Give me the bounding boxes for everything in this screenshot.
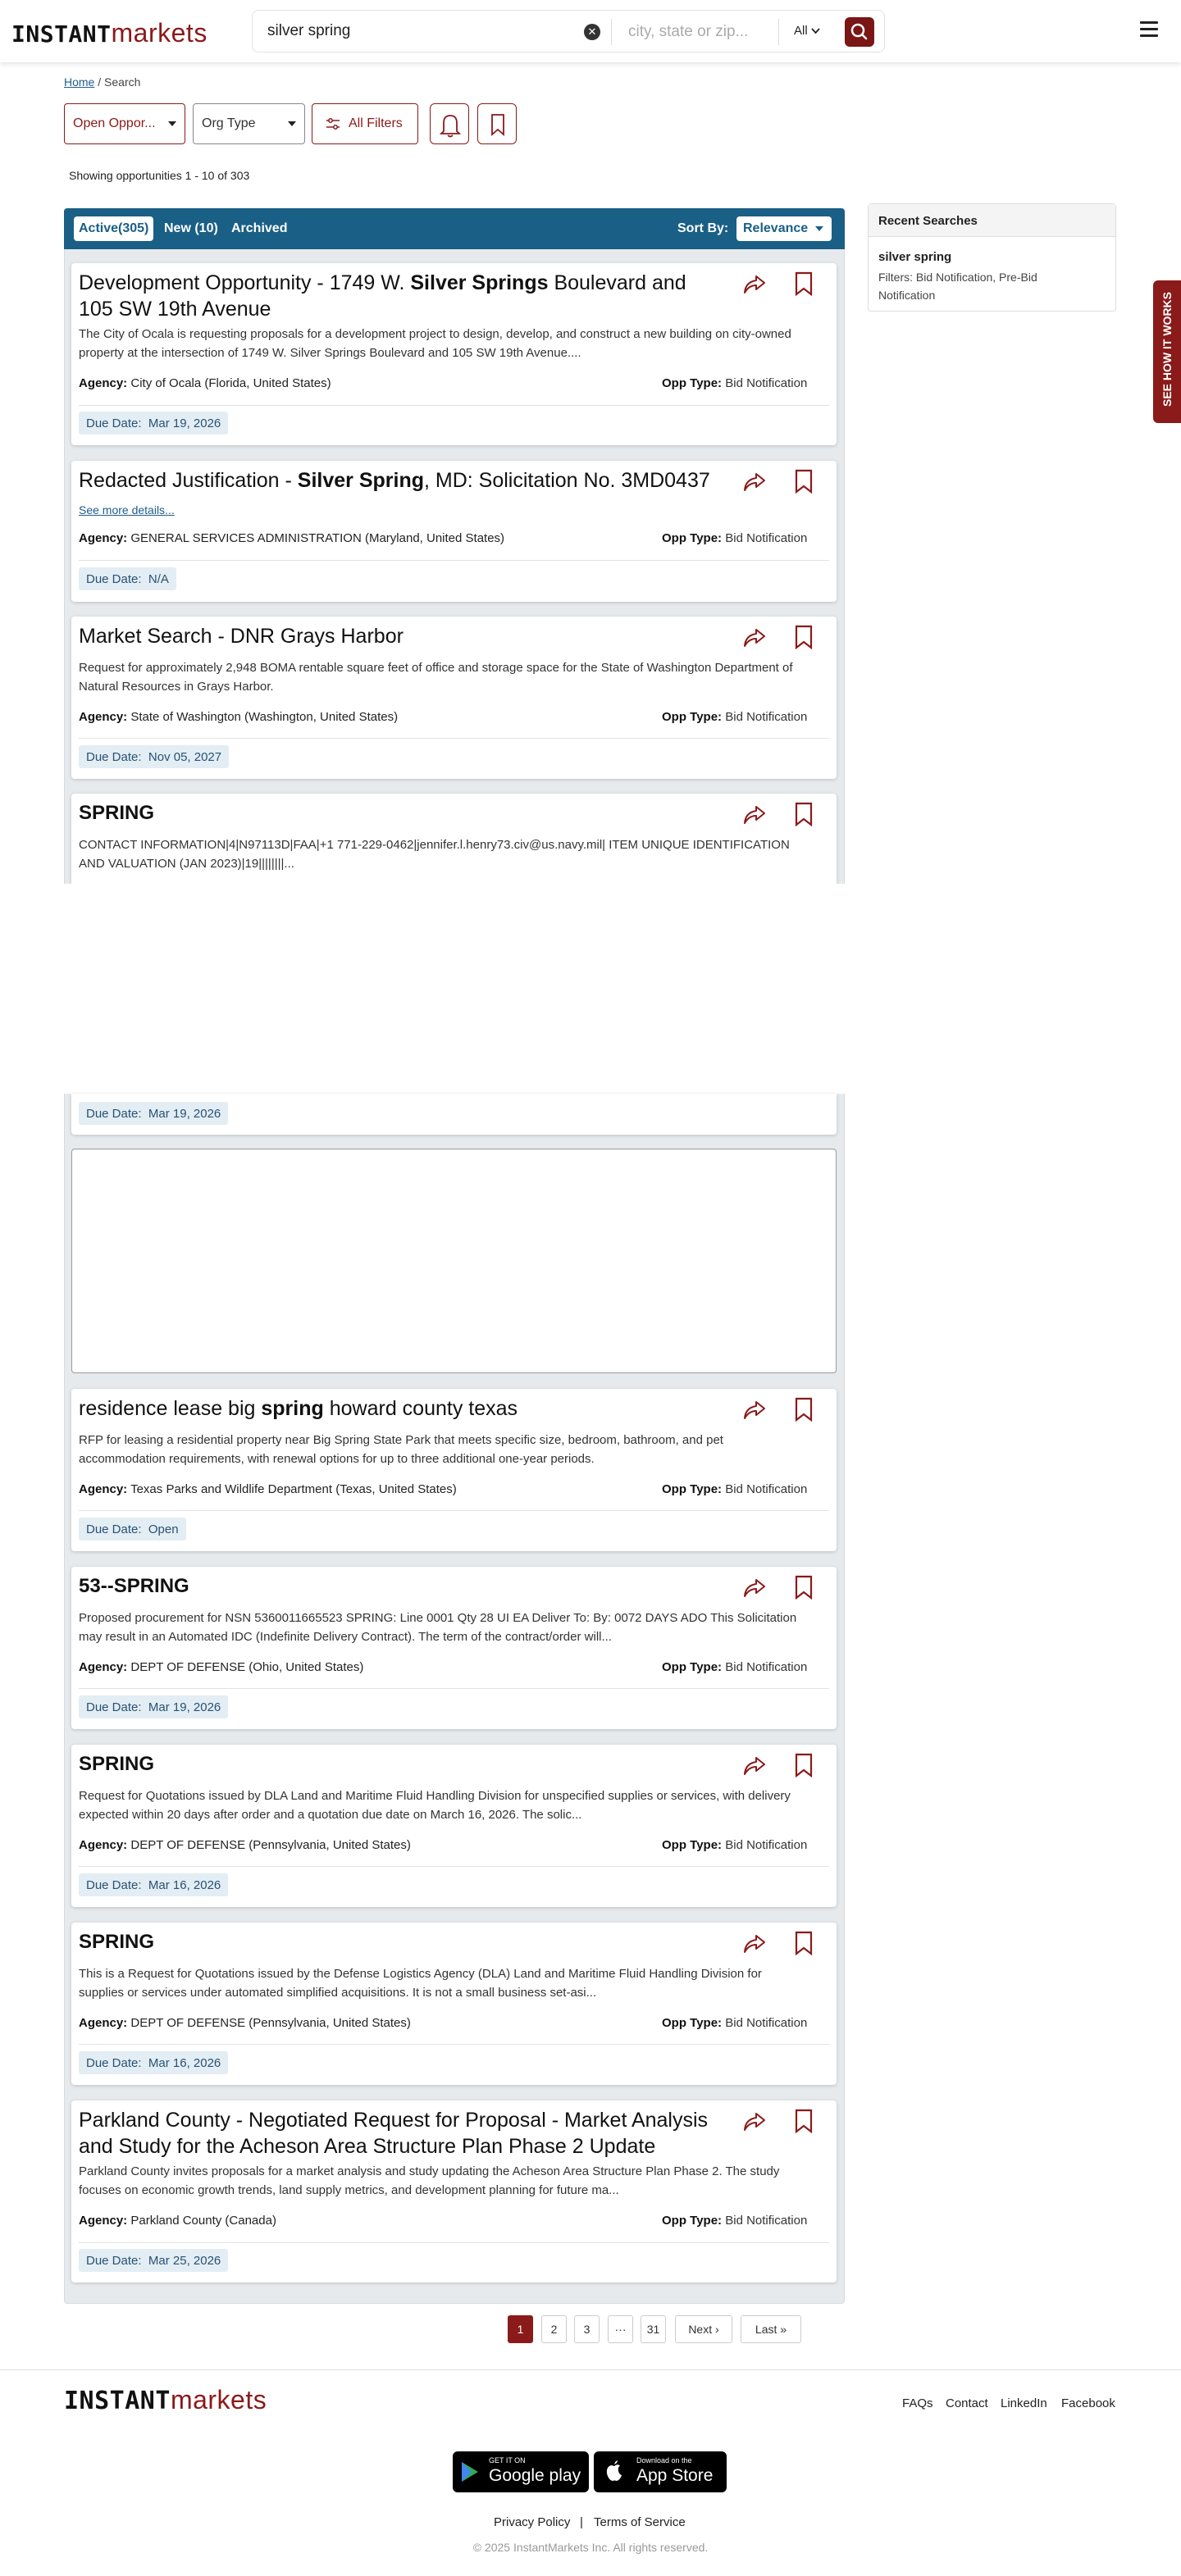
google-play-small-text: GET IT ON bbox=[489, 2456, 526, 2464]
terms-of-service-link[interactable]: Terms of Service bbox=[594, 2515, 686, 2529]
due-date-label: Due Date: bbox=[86, 2056, 142, 2070]
title-text: Development Opportunity - 1749 W. bbox=[79, 271, 411, 294]
page-button-31[interactable]: 31 bbox=[641, 2315, 666, 2343]
agency-label: Agency: bbox=[79, 710, 128, 724]
due-date-badge bbox=[79, 1518, 186, 1541]
due-date-value: Mar 19, 2026 bbox=[148, 1700, 221, 1714]
title-highlight: SPRING bbox=[113, 1575, 189, 1597]
due-date-value: Mar 25, 2026 bbox=[148, 2254, 221, 2268]
agency-value: GENERAL SERVICES ADMINISTRATION (Maryland, United States) bbox=[130, 531, 505, 545]
bell-icon bbox=[431, 104, 470, 145]
hamburger-menu-icon[interactable] bbox=[1140, 21, 1158, 38]
agency-info bbox=[79, 1660, 363, 1674]
site-logo[interactable] bbox=[11, 18, 207, 48]
opp-type-label: Opp Type: bbox=[662, 376, 723, 390]
result-title[interactable] bbox=[79, 800, 718, 826]
due-date-label: Due Date: bbox=[86, 750, 142, 764]
recent-searches-panel bbox=[868, 203, 1116, 312]
share-icon[interactable] bbox=[742, 1577, 767, 1600]
due-date-badge bbox=[79, 412, 228, 435]
opp-type-info bbox=[662, 1838, 807, 1852]
opp-type-value: Bid Notification bbox=[725, 531, 808, 545]
see-how-it-works-tab[interactable] bbox=[1153, 280, 1181, 423]
share-icon[interactable] bbox=[742, 1399, 767, 1422]
sort-value: Relevance bbox=[743, 221, 809, 235]
divider bbox=[79, 1688, 829, 1689]
footer-link-faqs[interactable]: FAQs bbox=[902, 2396, 933, 2410]
recent-searches-title: Recent Searches bbox=[869, 204, 1115, 237]
result-description: Request for Quotations issued by DLA Land and Maritime Fluid Handling Division for unspecified supplies or services, with delivery expected within 20 days after order and a quotation due date on March 16, 2026. The solic... bbox=[79, 1789, 791, 1822]
title-highlight: SPRING bbox=[79, 1931, 155, 1953]
chevron-right-icon: › bbox=[715, 2323, 719, 2336]
title-text: Market Search - DNR Grays Harbor bbox=[79, 625, 404, 648]
opp-type-info bbox=[662, 2016, 807, 2030]
opp-type-value: Bid Notification bbox=[725, 1482, 808, 1496]
opp-type-info bbox=[662, 1660, 807, 1674]
search-button[interactable] bbox=[845, 17, 874, 47]
alert-button[interactable] bbox=[430, 103, 469, 144]
title-text: residence lease big bbox=[79, 1397, 262, 1420]
agency-info bbox=[79, 531, 504, 545]
sort-label: Sort By: bbox=[677, 221, 729, 235]
title-text: Boulevard and 105 SW 19th Avenue bbox=[79, 271, 686, 321]
opp-type-value: Bid Notification bbox=[725, 2016, 808, 2030]
opportunity-type-dropdown[interactable] bbox=[64, 103, 185, 144]
share-icon[interactable] bbox=[742, 273, 767, 296]
search-icon bbox=[845, 17, 874, 47]
due-date-label: Due Date: bbox=[86, 1522, 142, 1536]
due-date-badge bbox=[79, 1102, 228, 1125]
agency-label: Agency: bbox=[79, 376, 128, 390]
result-title[interactable] bbox=[79, 2107, 718, 2160]
bookmark-icon[interactable] bbox=[795, 1575, 813, 1600]
result-card-continued[interactable] bbox=[71, 1094, 837, 1135]
opp-type-label: Opp Type: bbox=[662, 1838, 723, 1852]
due-date-value: Mar 19, 2026 bbox=[148, 416, 221, 430]
due-date-badge bbox=[79, 1695, 228, 1718]
breadcrumb-current: Search bbox=[104, 75, 141, 89]
bookmark-icon[interactable] bbox=[795, 2109, 813, 2133]
divider bbox=[79, 560, 829, 561]
divider bbox=[778, 19, 779, 45]
privacy-policy-link[interactable]: Privacy Policy bbox=[494, 2515, 571, 2529]
bookmark-icon[interactable] bbox=[795, 271, 813, 296]
opp-type-value: Bid Notification bbox=[725, 376, 808, 390]
scope-select[interactable] bbox=[794, 24, 820, 38]
result-title[interactable] bbox=[79, 623, 718, 649]
sliders-icon bbox=[326, 117, 340, 130]
last-page-button[interactable] bbox=[741, 2315, 801, 2343]
footer-link-linkedin[interactable]: LinkedIn bbox=[1001, 2396, 1047, 2410]
due-date-label: Due Date: bbox=[86, 1107, 142, 1121]
agency-info bbox=[79, 376, 331, 390]
result-card[interactable] bbox=[71, 1745, 837, 1907]
caret-down-icon bbox=[288, 121, 296, 126]
chevron-down-icon bbox=[811, 28, 820, 34]
opp-type-label: Opp Type: bbox=[662, 2214, 723, 2228]
breadcrumb-home-link[interactable]: Home bbox=[64, 75, 95, 89]
page-button-1[interactable]: 1 bbox=[508, 2315, 533, 2343]
tab-archived[interactable]: Archived bbox=[231, 221, 288, 235]
page-button-3[interactable]: 3 bbox=[574, 2315, 600, 2343]
result-card[interactable] bbox=[71, 1567, 837, 1729]
result-title[interactable] bbox=[79, 1395, 718, 1422]
agency-info bbox=[79, 710, 398, 724]
bookmark-icon[interactable] bbox=[795, 625, 813, 649]
bookmark-icon[interactable] bbox=[795, 1753, 813, 1777]
agency-value: Texas Parks and Wildlife Department (Texas, United States) bbox=[130, 1482, 457, 1496]
page-ellipsis: ··· bbox=[608, 2315, 633, 2343]
location-input[interactable]: city, state or zip... bbox=[628, 23, 749, 40]
title-highlight: SPRING bbox=[79, 1753, 155, 1775]
due-date-label: Due Date: bbox=[86, 1700, 142, 1714]
result-title[interactable] bbox=[79, 1751, 718, 1777]
divider bbox=[611, 19, 612, 45]
title-text: Redacted Justification - bbox=[79, 469, 298, 492]
all-filters-button[interactable] bbox=[312, 103, 418, 144]
agency-label: Agency: bbox=[79, 531, 128, 545]
due-date-value: Mar 19, 2026 bbox=[148, 1107, 221, 1121]
divider bbox=[79, 2044, 829, 2045]
agency-value: City of Ocala (Florida, United States) bbox=[130, 376, 331, 390]
agency-value: DEPT OF DEFENSE (Ohio, United States) bbox=[130, 1660, 364, 1674]
play-triangle-icon bbox=[461, 2461, 479, 2483]
title-highlight: Silver Springs bbox=[410, 271, 549, 294]
agency-label: Agency: bbox=[79, 2016, 128, 2030]
result-card[interactable] bbox=[71, 1389, 837, 1551]
share-icon[interactable] bbox=[742, 1932, 767, 1955]
saved-button[interactable] bbox=[477, 103, 517, 144]
title-text: 53-- bbox=[79, 1575, 114, 1597]
app-store-big-text: App Store bbox=[636, 2466, 714, 2485]
due-date-value: Nov 05, 2027 bbox=[148, 750, 222, 764]
title-highlight: spring bbox=[261, 1397, 324, 1420]
result-card[interactable] bbox=[71, 461, 837, 602]
breadcrumb-separator: / bbox=[98, 75, 102, 89]
due-date-badge bbox=[79, 745, 229, 768]
result-card[interactable] bbox=[71, 794, 837, 884]
opp-type-info bbox=[662, 531, 807, 545]
opp-type-value: Bid Notification bbox=[725, 710, 808, 724]
title-highlight: Silver Spring bbox=[297, 469, 425, 492]
bookmark-icon[interactable] bbox=[795, 802, 813, 826]
site-header bbox=[0, 0, 1181, 62]
bookmark-icon[interactable] bbox=[795, 1931, 813, 1955]
google-play-badge[interactable] bbox=[453, 2451, 589, 2492]
opp-type-info bbox=[662, 710, 807, 724]
opp-type-label: Opp Type: bbox=[662, 1482, 723, 1496]
share-icon[interactable] bbox=[742, 626, 767, 649]
opp-type-value: Bid Notification bbox=[725, 2214, 808, 2228]
footer-logo[interactable] bbox=[64, 2384, 267, 2416]
title-text: howard county texas bbox=[323, 1397, 518, 1420]
results-summary: Showing opportunities 1 - 10 of 303 bbox=[69, 169, 250, 182]
legal-separator: | bbox=[580, 2515, 583, 2529]
breadcrumb bbox=[64, 75, 140, 89]
result-description: RFP for leasing a residential property near Big Spring State Park that meets specific size, bedroom, bathroom, and pet accommodation requirements, with renewal options for up to three additional one-year periods. bbox=[79, 1433, 723, 1466]
due-date-badge bbox=[79, 567, 176, 590]
agency-value: Parkland County (Canada) bbox=[130, 2214, 276, 2228]
tab-new[interactable]: New (10) bbox=[164, 221, 218, 235]
app-store-badge[interactable] bbox=[594, 2451, 727, 2492]
agency-value: DEPT OF DEFENSE (Pennsylvania, United States) bbox=[130, 1838, 411, 1852]
due-date-label: Due Date: bbox=[86, 416, 142, 430]
agency-label: Agency: bbox=[79, 1660, 128, 1674]
tab-active[interactable]: Active(305) bbox=[74, 216, 153, 241]
bookmark-icon bbox=[478, 104, 518, 145]
opp-type-value: Bid Notification bbox=[725, 1660, 808, 1674]
opp-type-info bbox=[662, 1482, 807, 1496]
agency-label: Agency: bbox=[79, 2214, 128, 2228]
result-description: This is a Request for Quotations issued by the Defense Logistics Agency (DLA) Land and Maritime Fluid Handling Division for supplies or services under automated simplified acquisitions. It is not a small business set-asi... bbox=[79, 1967, 762, 2000]
keyword-input[interactable]: silver spring bbox=[267, 22, 351, 39]
due-date-label: Due Date: bbox=[86, 572, 142, 586]
result-description: Request for approximately 2,948 BOMA rentable square feet of office and storage space for the State of Washington Department of Natural Resources in Grays Harbor. bbox=[79, 661, 793, 694]
apple-icon bbox=[605, 2460, 623, 2483]
title-text: Parkland County - Negotiated Request for Proposal - Market Analysis and Study for the Acheson Area Structure Plan Phase 2 Update bbox=[79, 2109, 709, 2158]
all-filters-label: All Filters bbox=[349, 116, 403, 130]
result-title[interactable] bbox=[79, 1929, 718, 1955]
agency-info bbox=[79, 1482, 457, 1496]
agency-info bbox=[79, 2016, 411, 2030]
due-date-value: Mar 16, 2026 bbox=[148, 2056, 221, 2070]
next-page-label: Next bbox=[688, 2323, 713, 2336]
opp-type-label: Opp Type: bbox=[662, 531, 723, 545]
due-date-badge bbox=[79, 2249, 228, 2272]
clear-search-icon[interactable]: ✕ bbox=[584, 24, 600, 40]
footer-link-contact[interactable]: Contact bbox=[946, 2396, 988, 2410]
org-type-value: Org Type bbox=[202, 116, 256, 130]
result-card[interactable] bbox=[71, 1923, 837, 2085]
result-title[interactable] bbox=[79, 270, 718, 322]
sort-select[interactable] bbox=[736, 216, 832, 241]
share-icon[interactable] bbox=[742, 471, 767, 494]
share-icon[interactable] bbox=[742, 803, 767, 826]
title-highlight: SPRING bbox=[79, 802, 155, 824]
footer-divider bbox=[0, 2369, 1181, 2370]
opp-type-info bbox=[662, 376, 807, 390]
share-icon[interactable] bbox=[742, 1755, 767, 1777]
google-play-big-text: Google play bbox=[489, 2466, 581, 2485]
divider bbox=[79, 2242, 829, 2243]
logo-text-instant: INSTANT bbox=[11, 20, 112, 48]
due-date-badge bbox=[79, 1873, 228, 1896]
logo-text-instant: INSTANT bbox=[64, 2387, 171, 2415]
due-date-label: Due Date: bbox=[86, 2254, 142, 2268]
bookmark-icon[interactable] bbox=[795, 469, 813, 494]
recent-search-query[interactable]: silver spring bbox=[878, 250, 952, 264]
last-page-label: Last bbox=[755, 2323, 777, 2336]
org-type-dropdown[interactable] bbox=[193, 103, 305, 144]
blank-region bbox=[0, 884, 1181, 1094]
share-icon[interactable] bbox=[742, 2110, 767, 2133]
next-page-button[interactable] bbox=[675, 2315, 732, 2343]
logo-text-markets: markets bbox=[170, 2385, 267, 2414]
caret-down-icon bbox=[168, 121, 176, 126]
agency-value: DEPT OF DEFENSE (Pennsylvania, United States) bbox=[130, 2016, 411, 2030]
divider bbox=[79, 405, 829, 406]
bookmark-icon[interactable] bbox=[795, 1397, 813, 1422]
result-description: Parkland County invites proposals for a market analysis and study updating the Acheson Area Structure Plan Phase 2. The study focuses on economic growth trends, land supply metrics, and development planning for future ma... bbox=[79, 2164, 780, 2197]
divider bbox=[79, 1866, 829, 1867]
result-card[interactable] bbox=[71, 617, 837, 779]
result-title[interactable] bbox=[79, 1573, 718, 1600]
divider bbox=[79, 1510, 829, 1511]
opp-type-label: Opp Type: bbox=[662, 1660, 723, 1674]
result-title[interactable] bbox=[79, 467, 718, 494]
see-more-details-link[interactable]: See more details... bbox=[79, 503, 175, 517]
due-date-badge bbox=[79, 2051, 228, 2074]
recent-search-filters: Filters: Bid Notification, Pre-Bid Notification bbox=[878, 271, 1037, 302]
see-how-it-works-label: SEE HOW IT WORKS bbox=[1160, 292, 1174, 407]
opp-type-label: Opp Type: bbox=[662, 710, 723, 724]
opp-type-info bbox=[662, 2214, 807, 2228]
result-card[interactable] bbox=[71, 263, 837, 445]
result-card[interactable] bbox=[71, 2100, 837, 2282]
app-store-small-text: Download on the bbox=[636, 2456, 692, 2464]
result-description: CONTACT INFORMATION|4|N97113D|FAA|+1 771-229-0462|jennifer.l.henry73.civ@us.navy.mil| ITEM UNIQUE IDENTIFICATION AND VALUATION (JAN 2023)|19||||||||... bbox=[79, 838, 790, 871]
footer-link-facebook[interactable]: Facebook bbox=[1061, 2396, 1115, 2410]
opportunity-type-value: Open Oppor... bbox=[73, 116, 156, 130]
scope-value: All bbox=[794, 24, 808, 38]
agency-label: Agency: bbox=[79, 1482, 128, 1496]
due-date-value: Mar 16, 2026 bbox=[148, 1878, 221, 1892]
page-button-2[interactable]: 2 bbox=[541, 2315, 567, 2343]
results-tabbar bbox=[64, 208, 845, 249]
agency-info bbox=[79, 1838, 411, 1852]
due-date-value: N/A bbox=[148, 572, 169, 586]
divider bbox=[79, 738, 829, 739]
result-description: Proposed procurement for NSN 5360011665523 SPRING: Line 0001 Qty 28 UI EA Deliver To: By: 0072 DAYS ADO This Solicitation may result in an Automated IDC (Indefinite Delivery Contract). The term of the contract/order will... bbox=[79, 1611, 797, 1644]
agency-value: State of Washington (Washington, United States) bbox=[130, 710, 399, 724]
double-chevron-right-icon: » bbox=[780, 2323, 787, 2336]
opp-type-label: Opp Type: bbox=[662, 2016, 723, 2030]
title-text: , MD: Solicitation No. 3MD0437 bbox=[424, 469, 710, 492]
agency-label: Agency: bbox=[79, 1838, 128, 1852]
opp-type-value: Bid Notification bbox=[725, 1838, 808, 1852]
agency-info bbox=[79, 2214, 276, 2228]
logo-text-markets: markets bbox=[111, 18, 207, 48]
due-date-label: Due Date: bbox=[86, 1878, 142, 1892]
result-description: The City of Ocala is requesting proposals for a development project to design, develop, and construct a new building on city-owned property at the intersection of 1749 W. Silver Springs Boulevard and 105 SW 19th Avenue.... bbox=[79, 327, 791, 360]
copyright-text: © 2025 InstantMarkets Inc. All rights reserved. bbox=[472, 2541, 709, 2554]
caret-down-icon bbox=[815, 226, 823, 231]
search-bar bbox=[252, 10, 885, 52]
due-date-value: Open bbox=[148, 1522, 179, 1536]
ad-slot bbox=[71, 1149, 837, 1373]
